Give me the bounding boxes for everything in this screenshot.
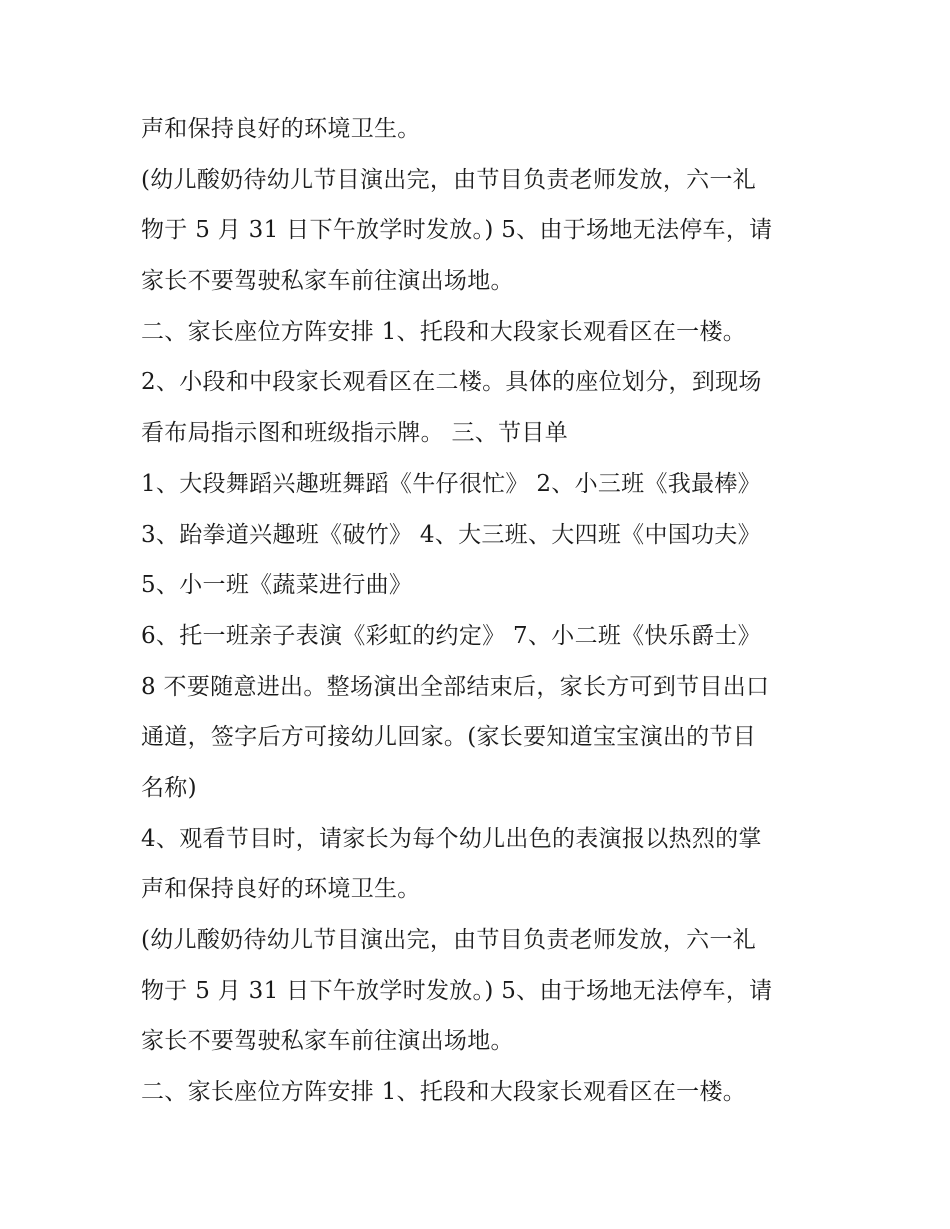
text-line: 6、托一班亲子表演《彩虹的约定》 7、小二班《快乐爵士》 bbox=[141, 622, 761, 649]
text-line: 通道，签字后方可接幼儿回家。(家长要知道宝宝演出的节目 bbox=[141, 724, 757, 751]
text-line: 5、小一班《蔬菜进行曲》 bbox=[141, 572, 413, 599]
text-line: 二、家长座位方阵安排 1、托段和大段家长观看区在一楼。 bbox=[141, 318, 747, 345]
text-line: 名称) bbox=[141, 774, 197, 801]
text-line: 8 不要随意进出。整场演出全部结束后，家长方可到节目出口 bbox=[141, 673, 770, 700]
document-body bbox=[141, 104, 821, 1118]
text-line: 2、小段和中段家长观看区在二楼。具体的座位划分，到现场 bbox=[141, 369, 762, 396]
text-line: 声和保持良好的环境卫生。 bbox=[141, 116, 421, 142]
text-line: 4、观看节目时，请家长为每个幼儿出色的表演报以热烈的掌 bbox=[141, 825, 762, 852]
text-line: 3、跆拳道兴趣班《破竹》 4、大三班、大四班《中国功夫》 bbox=[141, 521, 761, 548]
text-line: 家长不要驾驶私家车前往演出场地。 bbox=[141, 1028, 514, 1055]
text-line: (幼儿酸奶待幼儿节目演出完，由节目负责老师发放，六一礼 bbox=[141, 927, 757, 953]
text-line: (幼儿酸奶待幼儿节目演出完，由节目负责老师发放，六一礼 bbox=[141, 166, 757, 193]
text-line: 物于 5 月 31 日下午放学时发放。) 5、由于场地无法停车，请 bbox=[141, 977, 773, 1004]
text-line: 家长不要驾驶私家车前往演出场地。 bbox=[141, 268, 514, 295]
text-line: 物于 5 月 31 日下午放学时发放。) 5、由于场地无法停车，请 bbox=[141, 217, 773, 244]
text-line: 1、大段舞蹈兴趣班舞蹈《牛仔很忙》 2、小三班《我最棒》 bbox=[141, 470, 761, 497]
text-line: 二、家长座位方阵安排 1、托段和大段家长观看区在一楼。 bbox=[141, 1079, 747, 1106]
text-line: 声和保持良好的环境卫生。 bbox=[141, 876, 421, 903]
text-line: 看布局指示图和班级指示牌。 三、节目单 bbox=[141, 420, 569, 447]
